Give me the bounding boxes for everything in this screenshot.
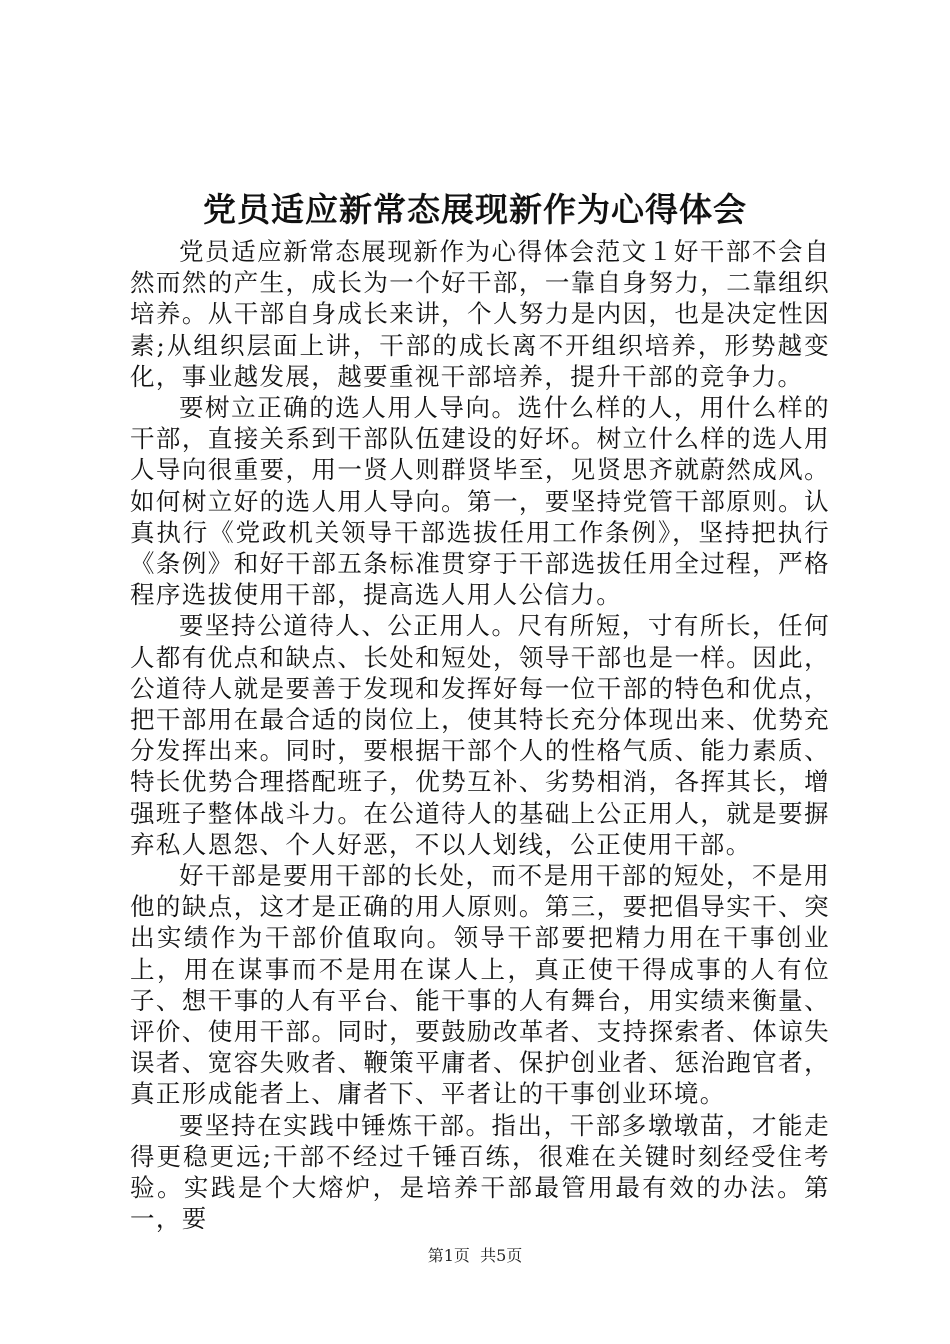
page-number-label: 第1页 共5页 [427, 1246, 523, 1265]
paragraph-2: 要树立正确的选人用人导向。选什么样的人，用什么样的干部，直接关系到干部队伍建设的好坏。树立什么样的选人用人导向很重要，用一贤人则群贤毕至，见贤思齐就蔚然成风。如何树立好的选人用人导向。第一，要坚持党管干部原则。认真执行《党政机关领导干部选拔任用工作条例》，坚持把执行《条例》和好干部五条标准贯穿于干部选拔任用全过程，严格程序选拔使用干部，提高选人用人公信力。 [130, 393, 830, 610]
paragraph-4: 好干部是要用干部的长处，而不是用干部的短处，不是用他的缺点，这才是正确的用人原则。第三，要把倡导实干、突出实绩作为干部价值取向。领导干部要把精力用在干事创业上，用在谋事而不是用在谋人上，真正使干得成事的人有位子、想干事的人有平台、能干事的人有舞台，用实绩来衡量、评价、使用干部。同时，要鼓励改革者、支持探索者、体谅失误者、宽容失败者、鞭策平庸者、保护创业者、惩治跑官者，真正形成能者上、庸者下、平者让的干事创业环境。 [130, 861, 830, 1109]
document-body [130, 236, 830, 1235]
paragraph-1: 党员适应新常态展现新作为心得体会范文１好干部不会自然而然的产生，成长为一个好干部，一靠自身努力，二靠组织培养。从干部自身成长来讲，个人努力是内因，也是决定性因素;从组织层面上讲，干部的成长离不开组织培养，形势越变化，事业越发展，越要重视干部培养，提升干部的竞争力。 [130, 237, 830, 391]
paragraph-3: 要坚持公道待人、公正用人。尺有所短，寸有所长，任何人都有优点和缺点、长处和短处，领导干部也是一样。因此，公道待人就是要善于发现和发挥好每一位干部的特色和优点，把干部用在最合适的岗位上，使其特长充分体现出来、优势充分发挥出来。同时，要根据干部个人的性格气质、能力素质、特长优势合理搭配班子，优势互补、劣势相消，各挥其长，增强班子整体战斗力。在公道待人的基础上公正用人，就是要摒弃私人恩怨、个人好恶，不以人划线，公正使用干部。 [130, 611, 830, 859]
page-footer [0, 1244, 950, 1268]
paragraph-5: 要坚持在实践中锤炼干部。指出，干部多墩墩苗，才能走得更稳更远;干部不经过千锤百练，很难在关键时刻经受住考验。实践是个大熔炉，是培养干部最管用最有效的办法。第一，要 [130, 1110, 830, 1234]
document-title: 党员适应新常态展现新作为心得体会 [203, 190, 747, 229]
